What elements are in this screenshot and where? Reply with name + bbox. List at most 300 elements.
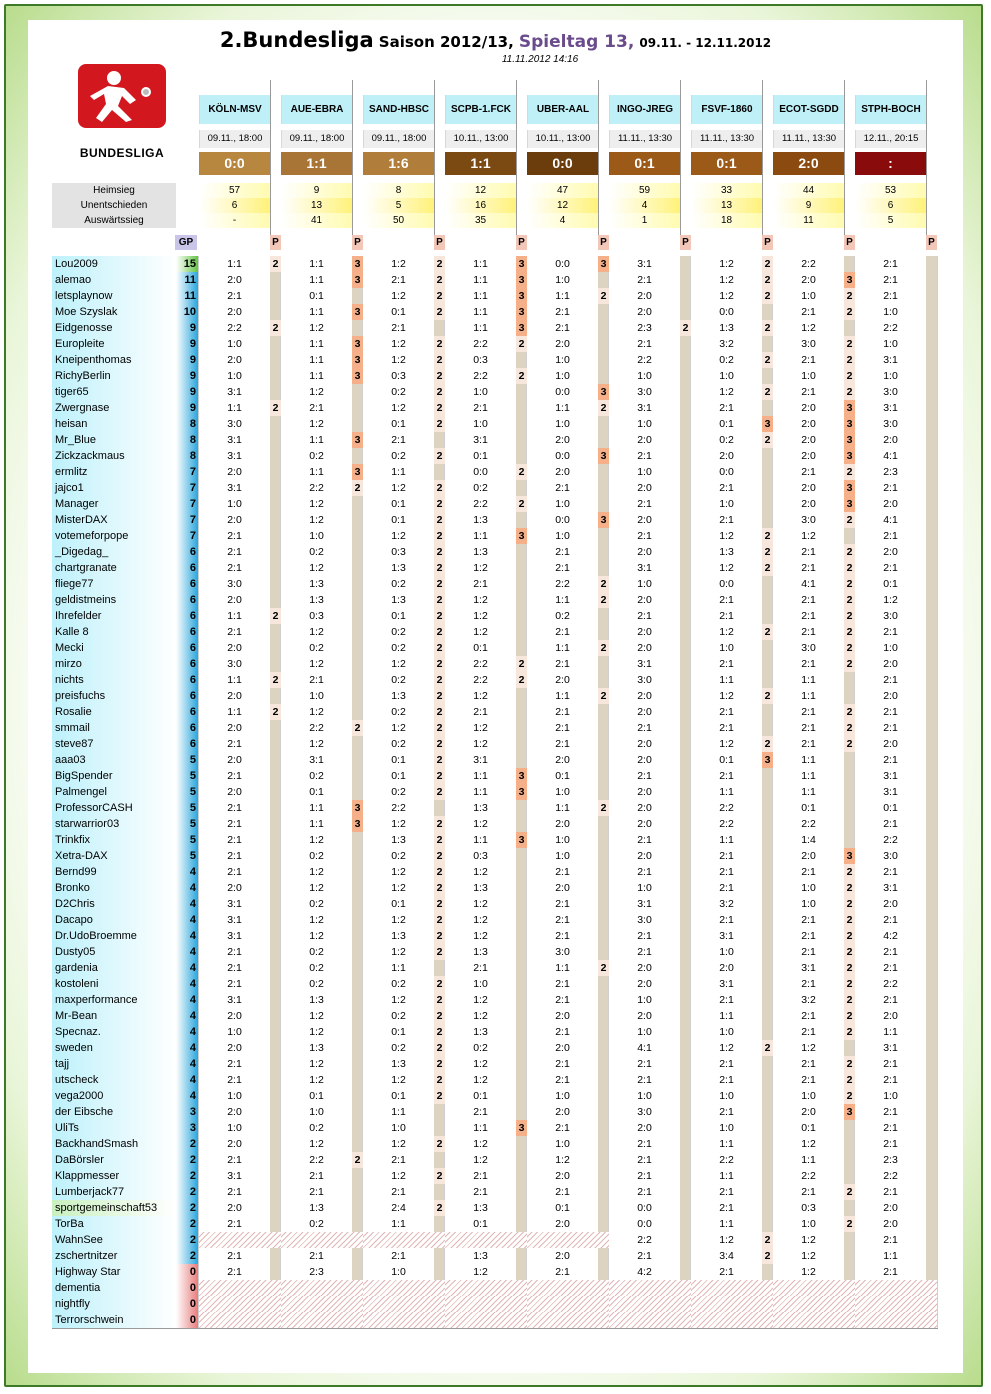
- header-divider: [434, 80, 435, 250]
- match-header[interactable]: SCPB-1.FCK: [445, 95, 516, 124]
- tip-cell: 2:1: [883, 1266, 898, 1278]
- tip-points: 2: [434, 944, 445, 960]
- tip-cell: 1:2: [801, 322, 816, 334]
- player-name[interactable]: maxperformance: [52, 992, 176, 1008]
- tip-cell: 2:1: [719, 402, 734, 414]
- tip-points: 2: [598, 288, 609, 304]
- tip-cell: 3:1: [227, 482, 242, 494]
- tip-points: 2: [844, 720, 855, 736]
- tip-cell: 1:0: [555, 274, 570, 286]
- tip-cell: 1:2: [719, 690, 734, 702]
- tip-cell: 0:1: [801, 802, 816, 814]
- player-name[interactable]: sportgemeinschaft53: [52, 1200, 176, 1216]
- tip-cell: 2:1: [883, 482, 898, 494]
- player-name[interactable]: jajco1: [52, 480, 176, 496]
- tip-cell: 1:0: [719, 1122, 734, 1134]
- tip-cell: 2:1: [883, 818, 898, 830]
- player-name[interactable]: aaa03: [52, 752, 176, 768]
- tip-cell: 2:1: [801, 626, 816, 638]
- player-name[interactable]: ProfessorCASH: [52, 800, 176, 816]
- tip-points: 2: [844, 912, 855, 928]
- no-tip-cell: [773, 1296, 855, 1312]
- player-name[interactable]: Bernd99: [52, 864, 176, 880]
- tip-cell: 2:0: [637, 482, 652, 494]
- player-name[interactable]: BigSpender: [52, 768, 176, 784]
- match-header[interactable]: KÖLN-MSV: [199, 95, 270, 124]
- tip-cell: 2:1: [309, 402, 324, 414]
- player-name[interactable]: Mr_Blue: [52, 432, 176, 448]
- tip-cell: 1:0: [473, 386, 488, 398]
- tip-cell: 1:3: [473, 882, 488, 894]
- tip-cell: 1:1: [227, 258, 242, 270]
- tip-cell: 1:2: [391, 946, 406, 958]
- tip-cell: 2:1: [391, 1250, 406, 1262]
- player-name[interactable]: preisfuchs: [52, 688, 176, 704]
- tip-cell: 1:2: [473, 562, 488, 574]
- date-range: 09.11. - 12.11.2012: [639, 36, 772, 50]
- tip-cell: 1:2: [801, 1042, 816, 1054]
- player-name[interactable]: smmail: [52, 720, 176, 736]
- no-tip-cell: [773, 1280, 855, 1296]
- tip-cell: 1:0: [227, 1090, 242, 1102]
- points-header: P: [598, 235, 609, 250]
- tip-cell: 2:0: [637, 802, 652, 814]
- points-header: P: [762, 235, 773, 250]
- tip-cell: 2:0: [719, 450, 734, 462]
- player-name[interactable]: UliTs: [52, 1120, 176, 1136]
- match-result: 0:1: [609, 152, 680, 175]
- tip-points: 2: [352, 480, 363, 496]
- tip-points: 2: [762, 528, 773, 544]
- match-header[interactable]: INGO-JREG: [609, 95, 680, 124]
- tip-cell: 1:0: [719, 1026, 734, 1038]
- match-result: 1:1: [281, 152, 352, 175]
- player-points: 2: [176, 1232, 198, 1248]
- player-name[interactable]: Klappmesser: [52, 1168, 176, 1184]
- player-name[interactable]: votemeforpope: [52, 528, 176, 544]
- tip-cell: 1:3: [309, 994, 324, 1006]
- player-name[interactable]: Specnaz.: [52, 1024, 176, 1040]
- player-name[interactable]: mirzo: [52, 656, 176, 672]
- tip-points: 2: [434, 1072, 445, 1088]
- tip-cell: 1:1: [391, 1106, 406, 1118]
- player-name[interactable]: DaBörsler: [52, 1152, 176, 1168]
- player-name[interactable]: Trinkfix: [52, 832, 176, 848]
- tip-cell: 0:2: [391, 450, 406, 462]
- tip-cell: 2:1: [719, 610, 734, 622]
- tip-cell: 2:1: [309, 674, 324, 686]
- tip-points: 2: [434, 864, 445, 880]
- player-name[interactable]: Zwergnase: [52, 400, 176, 416]
- tip-cell: 1:0: [391, 1122, 406, 1134]
- player-name[interactable]: geldistmeins: [52, 592, 176, 608]
- tip-cell: 2:1: [883, 1186, 898, 1198]
- tip-cell: 2:1: [227, 290, 242, 302]
- tip-cell: 1:1: [555, 290, 570, 302]
- tip-points: 3: [516, 320, 527, 336]
- tip-points: 2: [762, 688, 773, 704]
- tip-cell: 1:2: [309, 498, 324, 510]
- tip-cell: 0:1: [309, 290, 324, 302]
- player-name[interactable]: heisan: [52, 416, 176, 432]
- tip-cell: 2:1: [883, 754, 898, 766]
- tip-cell: 2:1: [309, 1250, 324, 1262]
- tip-cell: 2:0: [637, 626, 652, 638]
- player-name[interactable]: Rosalie: [52, 704, 176, 720]
- player-name[interactable]: letsplaynow: [52, 288, 176, 304]
- player-points: 6: [176, 592, 198, 608]
- player-name[interactable]: Dusty05: [52, 944, 176, 960]
- player-name[interactable]: Bronko: [52, 880, 176, 896]
- tip-cell: 1:2: [309, 658, 324, 670]
- tip-cell: 3:1: [883, 402, 898, 414]
- tip-cell: 2:1: [801, 562, 816, 574]
- tip-cell: 2:0: [637, 786, 652, 798]
- tip-points: 2: [434, 896, 445, 912]
- tip-cell: 1:2: [473, 994, 488, 1006]
- player-name[interactable]: MisterDAX: [52, 512, 176, 528]
- tip-points: 3: [844, 272, 855, 288]
- player-name[interactable]: Lumberjack77: [52, 1184, 176, 1200]
- player-name[interactable]: sweden: [52, 1040, 176, 1056]
- player-name[interactable]: Europleite: [52, 336, 176, 352]
- tip-points: 2: [434, 880, 445, 896]
- player-name[interactable]: chartgranate: [52, 560, 176, 576]
- player-name[interactable]: steve87: [52, 736, 176, 752]
- tip-cell: 2:0: [883, 434, 898, 446]
- player-name[interactable]: Terrorschwein: [52, 1312, 176, 1328]
- tip-cell: 1:3: [391, 930, 406, 942]
- player-name[interactable]: Dr.UdoBroemme: [52, 928, 176, 944]
- tip-points: 2: [516, 336, 527, 352]
- tip-cell: 1:1: [555, 802, 570, 814]
- stat-value: 13: [691, 198, 762, 213]
- tip-cell: 0:2: [473, 482, 488, 494]
- player-points: 11: [176, 288, 198, 304]
- tip-cell: 0:1: [391, 514, 406, 526]
- tip-points: 2: [844, 560, 855, 576]
- no-tip-cell: [199, 1280, 281, 1296]
- tip-cell: 1:1: [473, 274, 488, 286]
- player-points: 6: [176, 720, 198, 736]
- player-name[interactable]: Mr-Bean: [52, 1008, 176, 1024]
- stat-value: 5: [363, 198, 434, 213]
- tip-cell: 2:0: [801, 498, 816, 510]
- tip-cell: 2:0: [637, 850, 652, 862]
- match-date: 11.11., 13:30: [773, 130, 844, 148]
- tip-points: 2: [516, 656, 527, 672]
- tip-cell: 1:0: [883, 338, 898, 350]
- tip-points: 2: [434, 752, 445, 768]
- player-name[interactable]: tajj: [52, 1056, 176, 1072]
- tip-cell: 1:1: [473, 290, 488, 302]
- player-name[interactable]: Mecki: [52, 640, 176, 656]
- tip-cell: 2:1: [227, 1074, 242, 1086]
- tip-cell: 1:1: [473, 258, 488, 270]
- player-name[interactable]: kostoleni: [52, 976, 176, 992]
- player-name[interactable]: BackhandSmash: [52, 1136, 176, 1152]
- tip-points: 3: [352, 352, 363, 368]
- points-header: P: [680, 235, 691, 250]
- tip-cell: 2:1: [719, 866, 734, 878]
- player-name[interactable]: utscheck: [52, 1072, 176, 1088]
- tip-cell: 1:1: [309, 818, 324, 830]
- tip-cell: 0:2: [391, 578, 406, 590]
- player-points: 2: [176, 1136, 198, 1152]
- tip-cell: 2:0: [637, 690, 652, 702]
- tip-cell: 1:2: [309, 1058, 324, 1070]
- match-header[interactable]: ECOT-SGDD: [773, 95, 844, 124]
- tip-cell: 2:1: [227, 1058, 242, 1070]
- tip-cell: 2:0: [883, 738, 898, 750]
- tip-cell: 2:1: [227, 850, 242, 862]
- tip-cell: 2:1: [883, 274, 898, 286]
- tip-cell: 1:2: [473, 914, 488, 926]
- tip-cell: 0:3: [309, 610, 324, 622]
- match-date: 10.11., 13:00: [527, 130, 598, 148]
- player-points: 6: [176, 544, 198, 560]
- tip-cell: 1:0: [719, 498, 734, 510]
- player-name[interactable]: TorBa: [52, 1216, 176, 1232]
- tip-points: 2: [434, 608, 445, 624]
- player-name[interactable]: Dacapo: [52, 912, 176, 928]
- tip-cell: 1:1: [309, 434, 324, 446]
- tip-cell: 1:1: [719, 674, 734, 686]
- player-name[interactable]: dementia: [52, 1280, 176, 1296]
- header-divider: [352, 80, 353, 250]
- tip-cell: 2:1: [227, 626, 242, 638]
- tip-cell: 2:2: [309, 1154, 324, 1166]
- tip-cell: 1:4: [801, 834, 816, 846]
- points-header: P: [270, 235, 281, 250]
- tip-points: 2: [434, 1200, 445, 1216]
- player-points: 3: [176, 1120, 198, 1136]
- tip-cell: 2:1: [637, 1250, 652, 1262]
- tip-cell: 1:1: [227, 402, 242, 414]
- tip-points: 2: [844, 624, 855, 640]
- player-name[interactable]: nightfly: [52, 1296, 176, 1312]
- tip-cell: 2:1: [555, 866, 570, 878]
- tip-cell: 1:2: [473, 866, 488, 878]
- stat-value: 12: [445, 183, 516, 198]
- player-name[interactable]: der Eibsche: [52, 1104, 176, 1120]
- match-header[interactable]: FSVF-1860: [691, 95, 762, 124]
- player-name[interactable]: Lou2009: [52, 256, 176, 272]
- tip-cell: 2:2: [473, 498, 488, 510]
- tip-cell: 0:1: [391, 1090, 406, 1102]
- stat-value: 13: [281, 198, 352, 213]
- match-header[interactable]: SAND-HBSC: [363, 95, 434, 124]
- page-title: [28, 28, 963, 52]
- tip-cell: 1:0: [801, 290, 816, 302]
- player-name[interactable]: zschertnitzer: [52, 1248, 176, 1264]
- tip-cell: 1:2: [719, 258, 734, 270]
- tip-cell: 1:2: [391, 1074, 406, 1086]
- tip-cell: 0:1: [391, 770, 406, 782]
- tip-cell: 1:2: [719, 738, 734, 750]
- tip-points: 2: [844, 336, 855, 352]
- tip-points: 2: [762, 320, 773, 336]
- tip-cell: 2:2: [719, 1154, 734, 1166]
- tip-cell: 2:1: [719, 1106, 734, 1118]
- match-header[interactable]: STPH-BOCH: [855, 95, 926, 124]
- tip-cell: 2:1: [391, 434, 406, 446]
- tip-cell: 2:0: [227, 1106, 242, 1118]
- tip-cell: 0:3: [473, 354, 488, 366]
- tip-cell: 0:2: [391, 978, 406, 990]
- player-name[interactable]: _Digedag_: [52, 544, 176, 560]
- tip-cell: 2:1: [883, 1234, 898, 1246]
- tip-cell: 1:2: [473, 594, 488, 606]
- tip-points: 2: [844, 864, 855, 880]
- player-name[interactable]: ermlitz: [52, 464, 176, 480]
- tip-cell: 0:0: [555, 514, 570, 526]
- player-name[interactable]: Kalle 8: [52, 624, 176, 640]
- tip-points: 3: [516, 256, 527, 272]
- player-name[interactable]: Manager: [52, 496, 176, 512]
- tip-points: 2: [434, 560, 445, 576]
- tip-cell: 3:1: [309, 754, 324, 766]
- player-points: 4: [176, 912, 198, 928]
- tip-cell: 2:1: [227, 1186, 242, 1198]
- player-name[interactable]: Eidgenosse: [52, 320, 176, 336]
- player-name[interactable]: WahnSee: [52, 1232, 176, 1248]
- tip-cell: 3:1: [227, 930, 242, 942]
- tip-points: 2: [434, 976, 445, 992]
- tip-cell: 0:2: [391, 706, 406, 718]
- player-name[interactable]: starwarrior03: [52, 816, 176, 832]
- no-tip-cell: [527, 1232, 609, 1248]
- tip-cell: 2:1: [637, 338, 652, 350]
- player-name[interactable]: Moe Szyslak: [52, 304, 176, 320]
- tip-points: 2: [762, 288, 773, 304]
- tip-cell: 2:0: [883, 898, 898, 910]
- player-name[interactable]: tiger65: [52, 384, 176, 400]
- player-points: 10: [176, 304, 198, 320]
- player-points: 8: [176, 448, 198, 464]
- player-name[interactable]: alemao: [52, 272, 176, 288]
- tip-cell: 1:1: [801, 770, 816, 782]
- no-tip-cell: [363, 1296, 445, 1312]
- stat-value: 50: [363, 213, 434, 228]
- player-name[interactable]: Palmengel: [52, 784, 176, 800]
- tip-cell: 1:2: [309, 930, 324, 942]
- tip-cell: 2:1: [637, 1186, 652, 1198]
- tip-cell: 3:1: [719, 978, 734, 990]
- tip-cell: 2:1: [801, 658, 816, 670]
- tip-cell: 2:1: [883, 1106, 898, 1118]
- tip-cell: 0:0: [555, 450, 570, 462]
- player-name[interactable]: vega2000: [52, 1088, 176, 1104]
- match-header[interactable]: UBER-AAL: [527, 95, 598, 124]
- tip-cell: 3:1: [883, 354, 898, 366]
- tip-cell: 4:2: [637, 1266, 652, 1278]
- player-points: 4: [176, 992, 198, 1008]
- tip-points: 2: [434, 352, 445, 368]
- match-date: 09.11., 18:00: [363, 130, 434, 148]
- tip-points: 3: [762, 416, 773, 432]
- tip-cell: 2:1: [801, 1058, 816, 1070]
- player-points: 6: [176, 704, 198, 720]
- tip-cell: 2:0: [227, 466, 242, 478]
- tip-cell: 3:0: [227, 418, 242, 430]
- tip-cell: 2:1: [473, 1186, 488, 1198]
- tip-points: 2: [516, 496, 527, 512]
- stat-value: 57: [199, 183, 270, 198]
- tip-cell: 0:2: [391, 674, 406, 686]
- player-name[interactable]: fliege77: [52, 576, 176, 592]
- tip-cell: 2:0: [883, 690, 898, 702]
- tip-cell: 3:1: [227, 1170, 242, 1182]
- tip-cell: 0:2: [309, 962, 324, 974]
- tip-cell: 2:1: [555, 930, 570, 942]
- tip-cell: 2:1: [883, 258, 898, 270]
- no-tip-cell: [445, 1296, 527, 1312]
- tip-cell: 3:1: [637, 898, 652, 910]
- tip-cell: 1:3: [473, 546, 488, 558]
- tip-cell: 1:2: [801, 1250, 816, 1262]
- player-name[interactable]: Xetra-DAX: [52, 848, 176, 864]
- tip-points: 2: [434, 288, 445, 304]
- tip-cell: 1:1: [719, 1218, 734, 1230]
- player-name[interactable]: D2Chris: [52, 896, 176, 912]
- tip-cell: 3:0: [637, 386, 652, 398]
- tip-cell: 3:1: [883, 770, 898, 782]
- player-name[interactable]: gardenia: [52, 960, 176, 976]
- tip-cell: 1:1: [801, 786, 816, 798]
- player-name[interactable]: RichyBerlin: [52, 368, 176, 384]
- tip-cell: 2:1: [227, 802, 242, 814]
- stat-value: 18: [691, 213, 762, 228]
- tip-points: 2: [434, 528, 445, 544]
- player-points: 4: [176, 928, 198, 944]
- tip-cell: 1:1: [719, 1138, 734, 1150]
- tip-cell: 2:1: [637, 1138, 652, 1150]
- player-name[interactable]: Zickzackmaus: [52, 448, 176, 464]
- tip-cell: 2:0: [555, 1106, 570, 1118]
- tip-cell: 2:1: [883, 706, 898, 718]
- match-header[interactable]: AUE-EBRA: [281, 95, 352, 124]
- match-result: 0:1: [691, 152, 762, 175]
- tip-cell: 2:1: [227, 770, 242, 782]
- tip-cell: 1:2: [719, 274, 734, 286]
- player-name[interactable]: Kneipenthomas: [52, 352, 176, 368]
- tip-cell: 0:0: [719, 466, 734, 478]
- player-points: 9: [176, 336, 198, 352]
- tip-cell: 3:0: [883, 610, 898, 622]
- tip-cell: 2:1: [555, 978, 570, 990]
- tip-cell: 2:1: [227, 562, 242, 574]
- player-name[interactable]: Ihrefelder: [52, 608, 176, 624]
- tip-cell: 2:1: [555, 914, 570, 926]
- tip-cell: 0:0: [719, 306, 734, 318]
- tip-points: 3: [516, 1120, 527, 1136]
- tip-cell: 1:2: [391, 258, 406, 270]
- tip-points: 2: [844, 656, 855, 672]
- tip-points: 2: [270, 608, 281, 624]
- tip-cell: 2:1: [391, 322, 406, 334]
- tip-points: 2: [434, 272, 445, 288]
- player-name[interactable]: nichts: [52, 672, 176, 688]
- player-name[interactable]: Highway Star: [52, 1264, 176, 1280]
- tip-cell: 3:0: [801, 338, 816, 350]
- tip-cell: 1:2: [309, 914, 324, 926]
- tip-cell: 2:0: [637, 706, 652, 718]
- tip-cell: 2:1: [637, 866, 652, 878]
- tip-cell: 1:1: [719, 786, 734, 798]
- tip-cell: 0:1: [391, 898, 406, 910]
- tip-cell: 2:3: [883, 466, 898, 478]
